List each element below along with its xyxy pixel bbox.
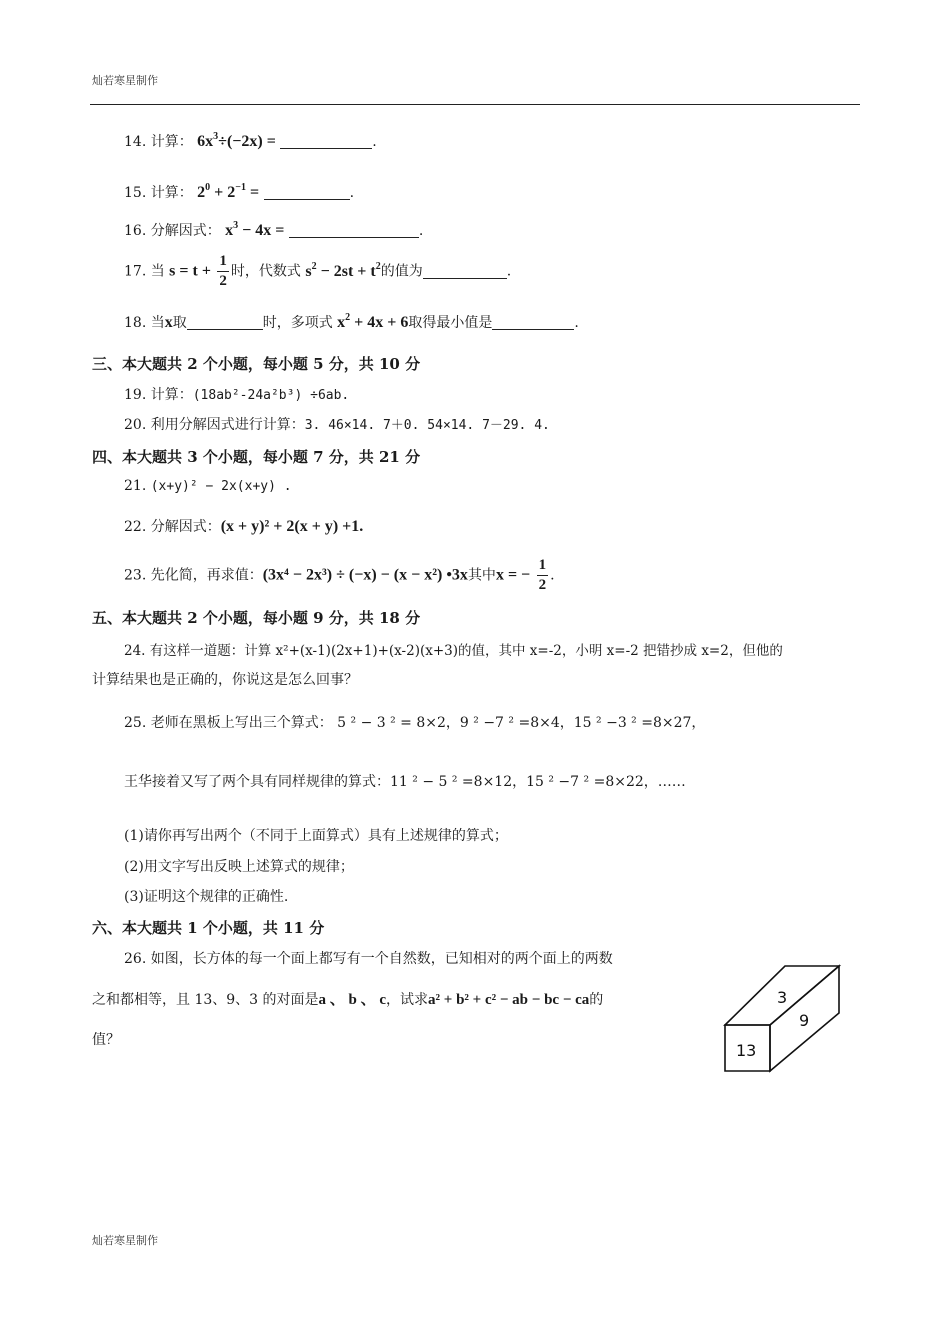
front-face-label: 13	[736, 1041, 757, 1060]
question-17: 17. 当 s = t + $\frac{1}{2}$ 时，代数式 $s^2 - 2st + t^2$的值为 .	[124, 253, 512, 289]
right-face-label: 9	[799, 1011, 810, 1030]
question-16: 16. 分解因式： $x^3 - 4x$ = .	[124, 220, 424, 239]
question-24-line-1: 24. 有这样一道题：计算 x²+(x-1)(2x+1)+(x-2)(x+3)的值，其中 x=-2，小明 x=-2 把错抄成 x=2，但他的	[124, 643, 783, 659]
question-14: 14. 计算： $6x^3\div(-2x)$ = .	[124, 131, 377, 150]
cuboid-figure	[715, 958, 850, 1078]
question-26-line-1: 26. 如图，长方体的每一个面上都写有一个自然数，已知相对的两个面上的两数	[124, 951, 613, 967]
question-25-part-1: (1)请你再写出两个（不同于上面算式）具有上述规律的算式；	[124, 828, 508, 844]
question-26-line-2: 之和都相等，且 13、9、3 的对面是a 、 b 、 c，试求a² + b² + c² − ab − bc − ca的	[92, 992, 604, 1008]
section-5-title: 五、本大题共 2 个小题，每小题 9 分，共 18 分	[92, 609, 421, 627]
question-18: 18. 当x取 时，多项式 $x^2 + 4x + 6$取得最小值是 .	[124, 312, 579, 331]
answer-blank[interactable]	[187, 315, 263, 330]
fraction-one-half: $\frac{1}{2}$	[538, 557, 547, 593]
question-25-part-3: (3)证明这个规律的正确性.	[124, 889, 289, 905]
page-header: 灿若寒星制作	[92, 74, 158, 87]
question-21: 21. (x+y)² − 2x(x+y) .	[124, 478, 292, 494]
answer-blank[interactable]	[264, 185, 350, 200]
question-23: 23. 先化简，再求值：(3x⁴ − 2x³) ÷ (−x) − (x − x²) •3x其中x = − $\frac{1}{2}$ .	[124, 557, 555, 593]
answer-blank[interactable]	[289, 223, 419, 238]
question-25-line-2: 王华接着又写了两个具有同样规律的算式：11 ² − 5 ² =8×12，15 ² −7 ² =8×22，……	[124, 774, 686, 790]
question-20: 20. 利用分解因式进行计算：3. 46×14. 7＋0. 54×14. 7－29. 4.	[124, 417, 550, 433]
answer-blank[interactable]	[492, 315, 574, 330]
answer-blank[interactable]	[280, 134, 372, 149]
question-25-line-1: 25. 老师在黑板上写出三个算式： 5 ² − 3 ² = 8×2，9 ² −7 ² =8×4，15 ² −3 ² =8×27，	[124, 715, 706, 731]
header-rule	[90, 104, 860, 105]
question-22: 22. 分解因式：(x + y)² + 2(x + y) +1.	[124, 518, 364, 535]
fraction-one-half: $\frac{1}{2}$	[219, 253, 227, 289]
section-6-title: 六、本大题共 1 个小题，共 11 分	[92, 919, 325, 937]
section-3-title: 三、本大题共 2 个小题，每小题 5 分，共 10 分	[92, 355, 421, 373]
question-19: 19. 计算：(18ab²-24a²b³) ÷6ab.	[124, 387, 350, 403]
page-footer: 灿若寒星制作	[92, 1234, 158, 1247]
question-26-line-3: 值？	[92, 1032, 120, 1048]
question-15: 15. 计算： $2^0 + 2^{-1}$ = .	[124, 182, 355, 201]
section-4-title: 四、本大题共 3 个小题，每小题 7 分，共 21 分	[92, 448, 421, 466]
question-25-part-2: (2)用文字写出反映上述算式的规律；	[124, 859, 354, 875]
top-face-label: 3	[777, 988, 788, 1007]
question-24-line-2: 计算结果也是正确的，你说这是怎么回事？	[92, 672, 358, 688]
answer-blank[interactable]	[423, 264, 507, 279]
